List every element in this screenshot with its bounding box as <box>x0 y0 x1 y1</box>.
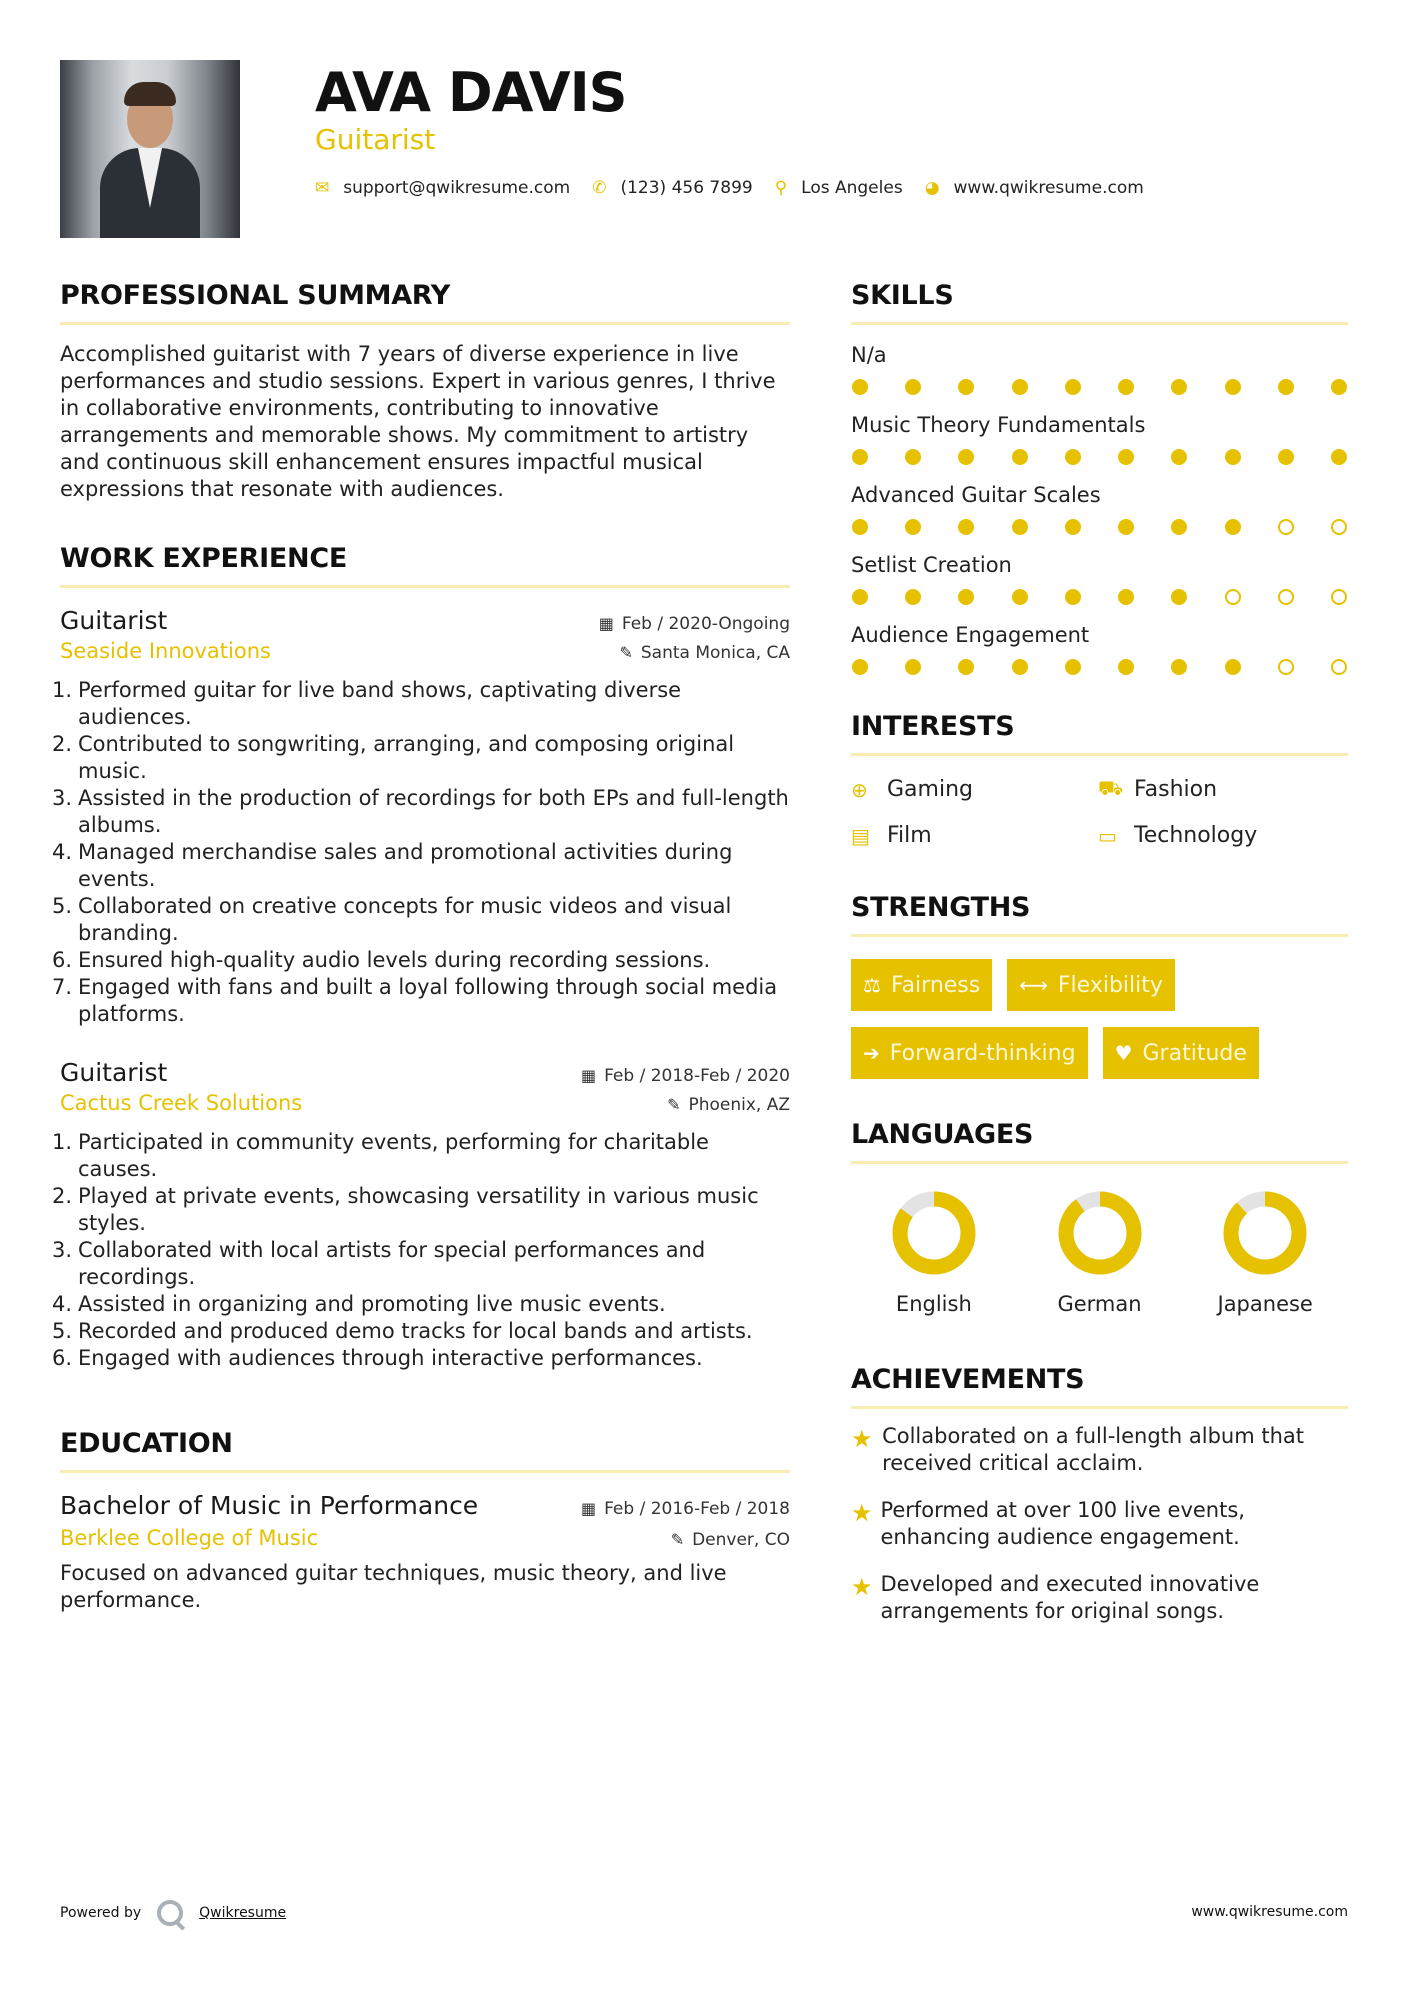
achievement-text: Performed at over 100 live events, enhancing audience engagement. <box>880 1498 1245 1549</box>
rating-dot-filled <box>852 449 868 465</box>
rating-dot-filled <box>1278 449 1294 465</box>
map-pin-icon: ⚲ <box>774 178 788 198</box>
degree-title: Bachelor of Music in Performance <box>60 1491 479 1520</box>
skill-name: Setlist Creation <box>851 553 1012 577</box>
contact-location <box>775 178 903 198</box>
rating-dot-filled <box>1012 449 1028 465</box>
list-item: 2. Played at private events, showcasing versatility in various music styles. <box>52 1184 759 1235</box>
globe-icon: ◕ <box>924 178 940 198</box>
pushpin-icon: ✎ <box>670 1530 685 1549</box>
skills-heading: SKILLS <box>851 278 1348 325</box>
experience-heading: WORK EXPERIENCE <box>60 541 790 588</box>
rating-dot-filled <box>1118 379 1134 395</box>
list-item: 3. Assisted in the production of recordings for both EPs and full-length albums. <box>52 786 789 837</box>
strength-tag <box>851 959 992 1011</box>
rating-dot-filled <box>958 519 974 535</box>
pushpin-icon: ✎ <box>619 643 633 662</box>
skills-list <box>851 341 1348 675</box>
star-icon: ★ <box>851 1573 873 1601</box>
skill-item <box>851 551 1348 605</box>
job-entry <box>52 606 790 1028</box>
list-item: 2. Contributed to songwriting, arranging, and composing original music. <box>52 732 735 783</box>
star-icon: ★ <box>851 1425 873 1453</box>
interest-item <box>851 776 1098 803</box>
rating-dot-filled <box>852 659 868 675</box>
rating-dot-filled <box>905 519 921 535</box>
achievements-heading: ACHIEVEMENTS <box>851 1362 1348 1409</box>
rating-dot-filled <box>958 379 974 395</box>
job-title: Guitarist <box>60 606 168 635</box>
achievement-text: Developed and executed innovative arrangements for original songs. <box>880 1572 1260 1623</box>
rating-dot-filled <box>905 449 921 465</box>
balance-scale-icon: ⚖ <box>863 973 881 997</box>
job-dates-text: Feb / 2020-Ongoing <box>621 613 790 634</box>
list-item: 3. Collaborated with local artists for special performances and recordings. <box>52 1238 706 1289</box>
job-header <box>60 606 790 635</box>
summary-section <box>60 278 790 503</box>
education-location-text: Denver, CO <box>692 1529 790 1550</box>
footer-website[interactable]: www.qwikresume.com <box>1191 1904 1348 1920</box>
skill-item <box>851 481 1348 535</box>
gamepad-icon: ⊕ <box>851 777 868 802</box>
education-section <box>60 1426 790 1614</box>
strength-label: Flexibility <box>1057 972 1163 998</box>
strengths-list <box>851 959 1348 1079</box>
interest-label: Gaming <box>887 777 973 802</box>
candidate-name: AVA DAVIS <box>315 61 627 124</box>
envelope-icon: ✉ <box>315 178 330 198</box>
shopping-bag-icon: ⛟ <box>1098 776 1124 800</box>
contact-phone-text: (123) 456 7899 <box>620 178 753 198</box>
rating-dot-filled <box>1278 379 1294 395</box>
strengths-section <box>851 890 1348 1079</box>
rating-dot-filled <box>1225 379 1241 395</box>
rating-dot-filled <box>958 449 974 465</box>
list-item: 1. Participated in community events, performing for charitable causes. <box>52 1130 709 1181</box>
achievement-item <box>851 1571 1348 1625</box>
interests-section <box>851 709 1348 848</box>
job-company: Seaside Innovations <box>60 639 271 663</box>
language-name: Japanese <box>1217 1292 1313 1316</box>
rating-dot-filled <box>1171 589 1187 605</box>
rating-dot-filled <box>905 379 921 395</box>
rating-dot-filled <box>1171 449 1187 465</box>
job-duties <box>52 677 790 1028</box>
list-item: 6. Ensured high-quality audio levels during recording sessions. <box>52 948 711 972</box>
candidate-role: Guitarist <box>315 123 436 156</box>
list-item: 5. Collaborated on creative concepts for music videos and visual branding. <box>52 894 732 945</box>
education-dates <box>581 1499 790 1519</box>
skill-item <box>851 621 1348 675</box>
rating-dot-filled <box>1012 589 1028 605</box>
education-dates-text: Feb / 2016-Feb / 2018 <box>604 1498 790 1519</box>
rating-dot-filled <box>1065 589 1081 605</box>
achievements-section <box>851 1362 1348 1625</box>
rating-dot-filled <box>1171 519 1187 535</box>
list-item: 1. Performed guitar for live band shows, captivating diverse audiences. <box>52 678 682 729</box>
language-ring <box>1222 1190 1308 1276</box>
job-subheader <box>60 639 790 663</box>
language-item <box>1017 1190 1183 1316</box>
left-column <box>52 278 790 1614</box>
skill-rating <box>851 589 1348 605</box>
job-location-text: Phoenix, AZ <box>688 1094 790 1115</box>
job-entry <box>52 1058 790 1372</box>
contact-email-text: support@qwikresume.com <box>343 178 571 198</box>
star-icon: ★ <box>851 1499 873 1527</box>
rating-dot-empty <box>1331 659 1347 675</box>
job-location <box>667 1095 790 1115</box>
ring-fill <box>1066 1199 1134 1267</box>
language-item <box>1182 1190 1348 1316</box>
qwikresume-logo-icon <box>157 1900 183 1926</box>
pushpin-icon: ✎ <box>667 1095 681 1114</box>
education-header <box>60 1491 790 1520</box>
powered-by-text: Powered by <box>60 1905 142 1921</box>
calendar-icon: ▦ <box>580 1066 597 1085</box>
skill-rating <box>851 449 1348 465</box>
school-name: Berklee College of Music <box>60 1526 319 1550</box>
education-subheader <box>60 1526 790 1550</box>
language-ring <box>891 1190 977 1276</box>
phone-icon: ✆ <box>592 178 607 198</box>
rating-dot-empty <box>1331 519 1347 535</box>
rating-dot-empty <box>1225 589 1241 605</box>
arrows-horizontal-icon: ⟷ <box>1019 973 1048 997</box>
footer-powered <box>60 1900 286 1926</box>
achievement-item <box>851 1497 1348 1551</box>
interest-item <box>1098 823 1348 848</box>
job-location-text: Santa Monica, CA <box>640 642 790 663</box>
list-item: 5. Recorded and produced demo tracks for local bands and artists. <box>52 1319 753 1343</box>
calendar-icon: ▦ <box>598 614 614 633</box>
job-subheader <box>60 1091 790 1115</box>
rating-dot-filled <box>1225 449 1241 465</box>
ring-fill <box>1231 1199 1299 1267</box>
rating-dot-filled <box>1331 449 1347 465</box>
rating-dot-filled <box>852 379 868 395</box>
skill-item <box>851 411 1348 465</box>
skill-item <box>851 341 1348 395</box>
skill-name: Audience Engagement <box>851 623 1090 647</box>
experience-section <box>52 541 790 1372</box>
skill-name: Music Theory Fundamentals <box>851 413 1146 437</box>
job-duties <box>52 1129 790 1372</box>
skill-name: N/a <box>851 343 887 367</box>
contact-website[interactable] <box>925 178 1144 198</box>
rating-dot-filled <box>852 589 868 605</box>
skill-rating <box>851 379 1348 395</box>
skill-name: Advanced Guitar Scales <box>851 483 1101 507</box>
rating-dot-filled <box>1012 379 1028 395</box>
strength-label: Fairness <box>890 972 981 998</box>
rating-dot-filled <box>1065 659 1081 675</box>
language-item <box>851 1190 1017 1316</box>
language-name: English <box>895 1292 972 1316</box>
interest-label: Technology <box>1134 823 1258 848</box>
job-dates <box>599 614 790 634</box>
interest-item <box>851 823 1098 848</box>
rating-dot-filled <box>905 659 921 675</box>
laptop-icon: ▭ <box>1098 823 1117 848</box>
contact-bar <box>315 178 1166 198</box>
summary-heading: PROFESSIONAL SUMMARY <box>60 278 790 325</box>
contact-email[interactable] <box>315 178 570 198</box>
rating-dot-filled <box>1225 659 1241 675</box>
rating-dot-filled <box>852 519 868 535</box>
contact-phone[interactable] <box>592 178 752 198</box>
rating-dot-filled <box>1118 659 1134 675</box>
summary-text: Accomplished guitarist with 7 years of diverse experience in live performances and studio sessions. Expert in various genres, I thrive in collaborative environments, contributing to innovative arrangements and memorable shows. My commitment to artistry and continuous skill enhancement ensures impactful musical expressions that resonate with audiences. <box>60 342 776 501</box>
brand-link[interactable]: Qwikresume <box>199 1905 287 1921</box>
rating-dot-filled <box>1171 379 1187 395</box>
education-location <box>671 1530 790 1550</box>
calendar-icon: ▦ <box>580 1499 597 1518</box>
list-item: 4. Assisted in organizing and promoting live music events. <box>52 1292 666 1316</box>
language-ring <box>1057 1190 1143 1276</box>
strength-tag <box>1007 959 1175 1011</box>
strength-label: Forward-thinking <box>889 1040 1076 1066</box>
rating-dot-filled <box>1171 659 1187 675</box>
rating-dot-filled <box>1331 379 1347 395</box>
skills-section <box>851 278 1348 675</box>
language-name: German <box>1057 1292 1142 1316</box>
rating-dot-filled <box>1118 519 1134 535</box>
job-location <box>619 643 790 663</box>
right-column <box>851 278 1348 1625</box>
languages-heading: LANGUAGES <box>851 1117 1348 1164</box>
rating-dot-filled <box>1012 659 1028 675</box>
rating-dot-empty <box>1331 589 1347 605</box>
skill-rating <box>851 659 1348 675</box>
job-dates-text: Feb / 2018-Feb / 2020 <box>604 1065 790 1086</box>
arrow-right-icon: ➔ <box>863 1041 880 1065</box>
rating-dot-empty <box>1278 589 1294 605</box>
profile-photo <box>60 60 240 238</box>
job-dates <box>581 1066 790 1086</box>
rating-dot-filled <box>1065 449 1081 465</box>
list-item: 6. Engaged with audiences through interactive performances. <box>52 1346 703 1370</box>
education-description: Focused on advanced guitar techniques, music theory, and live performance. <box>60 1561 727 1612</box>
rating-dot-empty <box>1278 519 1294 535</box>
job-company: Cactus Creek Solutions <box>60 1091 303 1115</box>
interest-label: Film <box>887 823 932 848</box>
rating-dot-filled <box>1225 519 1241 535</box>
rating-dot-filled <box>958 659 974 675</box>
languages-section <box>851 1117 1348 1316</box>
job-title: Guitarist <box>60 1058 168 1087</box>
interests-heading: INTERESTS <box>851 709 1348 756</box>
rating-dot-filled <box>1118 449 1134 465</box>
film-icon: ▤ <box>851 823 870 848</box>
contact-location-text: Los Angeles <box>801 178 903 198</box>
rating-dot-filled <box>1065 519 1081 535</box>
rating-dot-filled <box>1118 589 1134 605</box>
strength-label: Gratitude <box>1142 1040 1247 1066</box>
rating-dot-filled <box>958 589 974 605</box>
strengths-heading: STRENGTHS <box>851 890 1348 937</box>
interest-label: Fashion <box>1134 777 1218 802</box>
rating-dot-filled <box>1065 379 1081 395</box>
heart-icon: ♥ <box>1114 1041 1133 1065</box>
rating-dot-filled <box>1012 519 1028 535</box>
photo-hair <box>124 82 176 106</box>
interests-list <box>851 776 1348 848</box>
interest-item <box>1098 776 1348 803</box>
list-item: 7. Engaged with fans and built a loyal following through social media platforms. <box>52 975 778 1026</box>
list-item: 4. Managed merchandise sales and promotional activities during events. <box>52 840 733 891</box>
job-header <box>60 1058 790 1087</box>
contact-website-text: www.qwikresume.com <box>953 178 1144 198</box>
rating-dot-empty <box>1278 659 1294 675</box>
achievement-item <box>851 1423 1348 1477</box>
achievement-text: Collaborated on a full-length album that received critical acclaim. <box>882 1424 1305 1475</box>
languages-list <box>851 1190 1348 1316</box>
rating-dot-filled <box>905 589 921 605</box>
education-heading: EDUCATION <box>60 1426 790 1473</box>
strength-tag <box>851 1027 1088 1079</box>
skill-rating <box>851 519 1348 535</box>
strength-tag <box>1103 1027 1259 1079</box>
